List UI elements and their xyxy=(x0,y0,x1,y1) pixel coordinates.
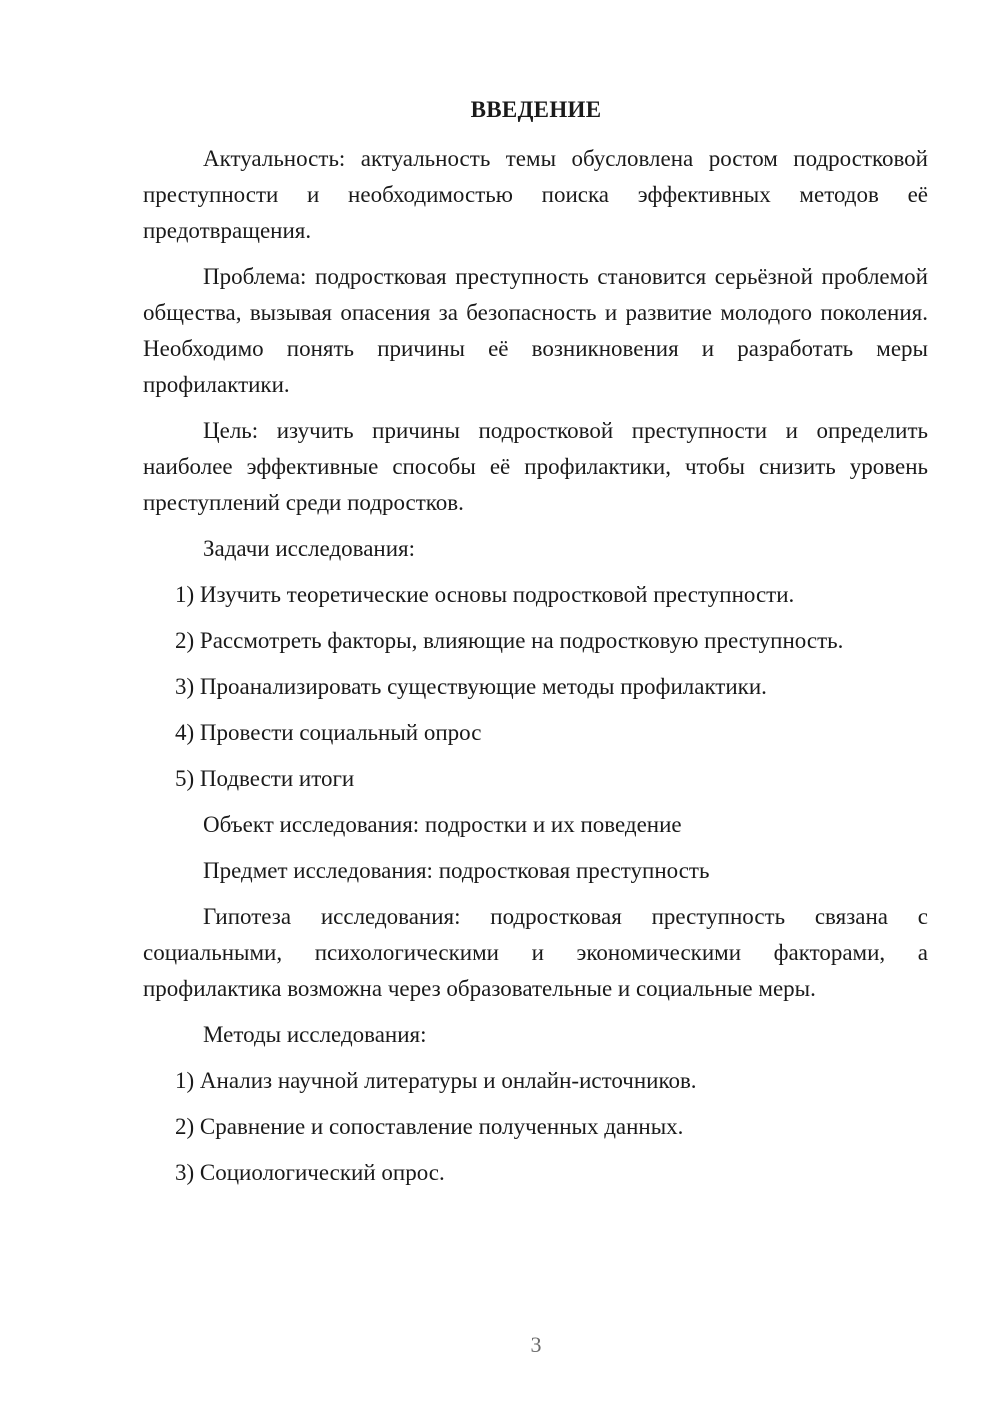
task-item: 1) Изучить теоретические основы подростковой преступности. xyxy=(175,582,795,607)
tasks-heading: Задачи исследования: xyxy=(203,536,416,561)
method-item: 3) Социологический опрос. xyxy=(175,1160,445,1185)
page-number: 3 xyxy=(530,1332,542,1357)
research-object: Объект исследования: подростки и их поведение xyxy=(203,812,682,837)
section-title: ВВЕДЕНИЕ xyxy=(470,97,602,122)
method-item: 1) Анализ научной литературы и онлайн-источников. xyxy=(175,1068,697,1093)
tasks-list xyxy=(143,577,928,797)
task-item: 5) Подвести итоги xyxy=(175,766,355,791)
hypothesis-paragraph: Гипотеза исследования: подростковая преступность связана с социальными, психологическими и экономическими факторами, а профилактика возможна через образовательные и социальные меры. xyxy=(143,904,928,1001)
task-item: 2) Рассмотреть факторы, влияющие на подростковую преступность. xyxy=(175,628,844,653)
document-body xyxy=(143,141,928,1201)
method-item: 2) Сравнение и сопоставление полученных данных. xyxy=(175,1114,684,1139)
goal-paragraph: Цель: изучить причины подростковой преступности и определить наиболее эффективные способы её профилактики, чтобы снизить уровень преступлений среди подростков. xyxy=(143,418,928,515)
task-item: 3) Проанализировать существующие методы профилактики. xyxy=(175,674,767,699)
research-subject: Предмет исследования: подростковая преступность xyxy=(203,858,710,883)
problem-paragraph: Проблема: подростковая преступность становится серьёзной проблемой общества, вызывая опасения за безопасность и развитие молодого поколения. Необходимо понять причины её возникновения и разработать меры профилактики. xyxy=(143,264,928,397)
methods-heading: Методы исследования: xyxy=(203,1022,427,1047)
relevance-paragraph: Актуальность: актуальность темы обусловлена ростом подростковой преступности и необходимостью поиска эффективных методов её предотвращения. xyxy=(143,146,928,243)
task-item: 4) Провести социальный опрос xyxy=(175,720,482,745)
methods-list xyxy=(143,1063,928,1191)
